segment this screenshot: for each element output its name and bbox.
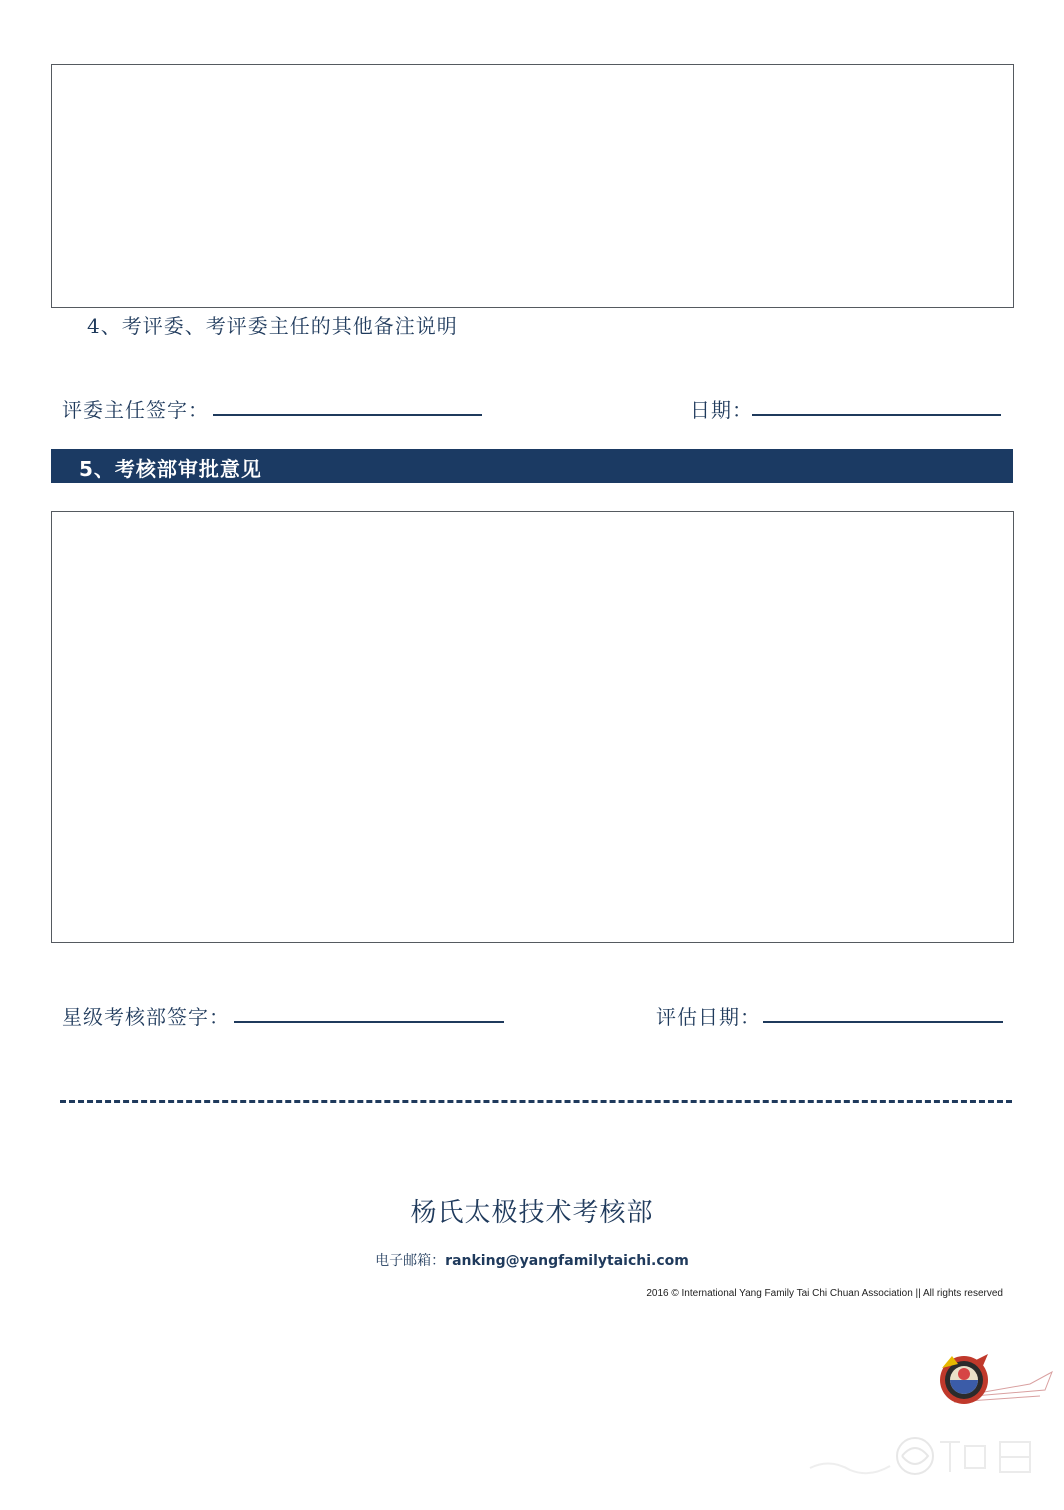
date-line[interactable] bbox=[752, 414, 1001, 416]
footer-org-name: 杨氏太极技术考核部 bbox=[410, 1198, 654, 1228]
approval-opinion-box[interactable] bbox=[51, 511, 1014, 943]
dashed-separator bbox=[60, 1100, 1012, 1103]
chair-signature-label: 评委主任签字： bbox=[62, 398, 209, 422]
date-label: 日期： bbox=[690, 398, 753, 422]
eval-date-label: 评估日期： bbox=[656, 1005, 761, 1029]
dept-signature-line[interactable] bbox=[234, 1021, 504, 1023]
eval-date-line[interactable] bbox=[763, 1021, 1003, 1023]
footer-email-row bbox=[0, 1250, 1064, 1270]
section-5-header bbox=[51, 449, 1013, 483]
association-logo-icon bbox=[930, 1350, 1055, 1410]
copyright-text: 2016 © International Yang Family Tai Chi Chuan Association || All rights reserved bbox=[646, 1288, 1003, 1299]
section-4-label: 4、考评委、考评委主任的其他备注说明 bbox=[87, 314, 458, 338]
email-label: 电子邮箱： bbox=[375, 1253, 446, 1269]
wechat-watermark-icon bbox=[790, 1428, 1050, 1488]
remarks-box-top bbox=[51, 64, 1014, 308]
email-link[interactable]: ranking@yangfamilytaichi.com bbox=[445, 1253, 689, 1269]
chair-signature-line[interactable] bbox=[213, 414, 482, 416]
dept-signature-label: 星级考核部签字： bbox=[62, 1005, 230, 1029]
section-5-title: 5、考核部审批意见 bbox=[79, 457, 262, 481]
